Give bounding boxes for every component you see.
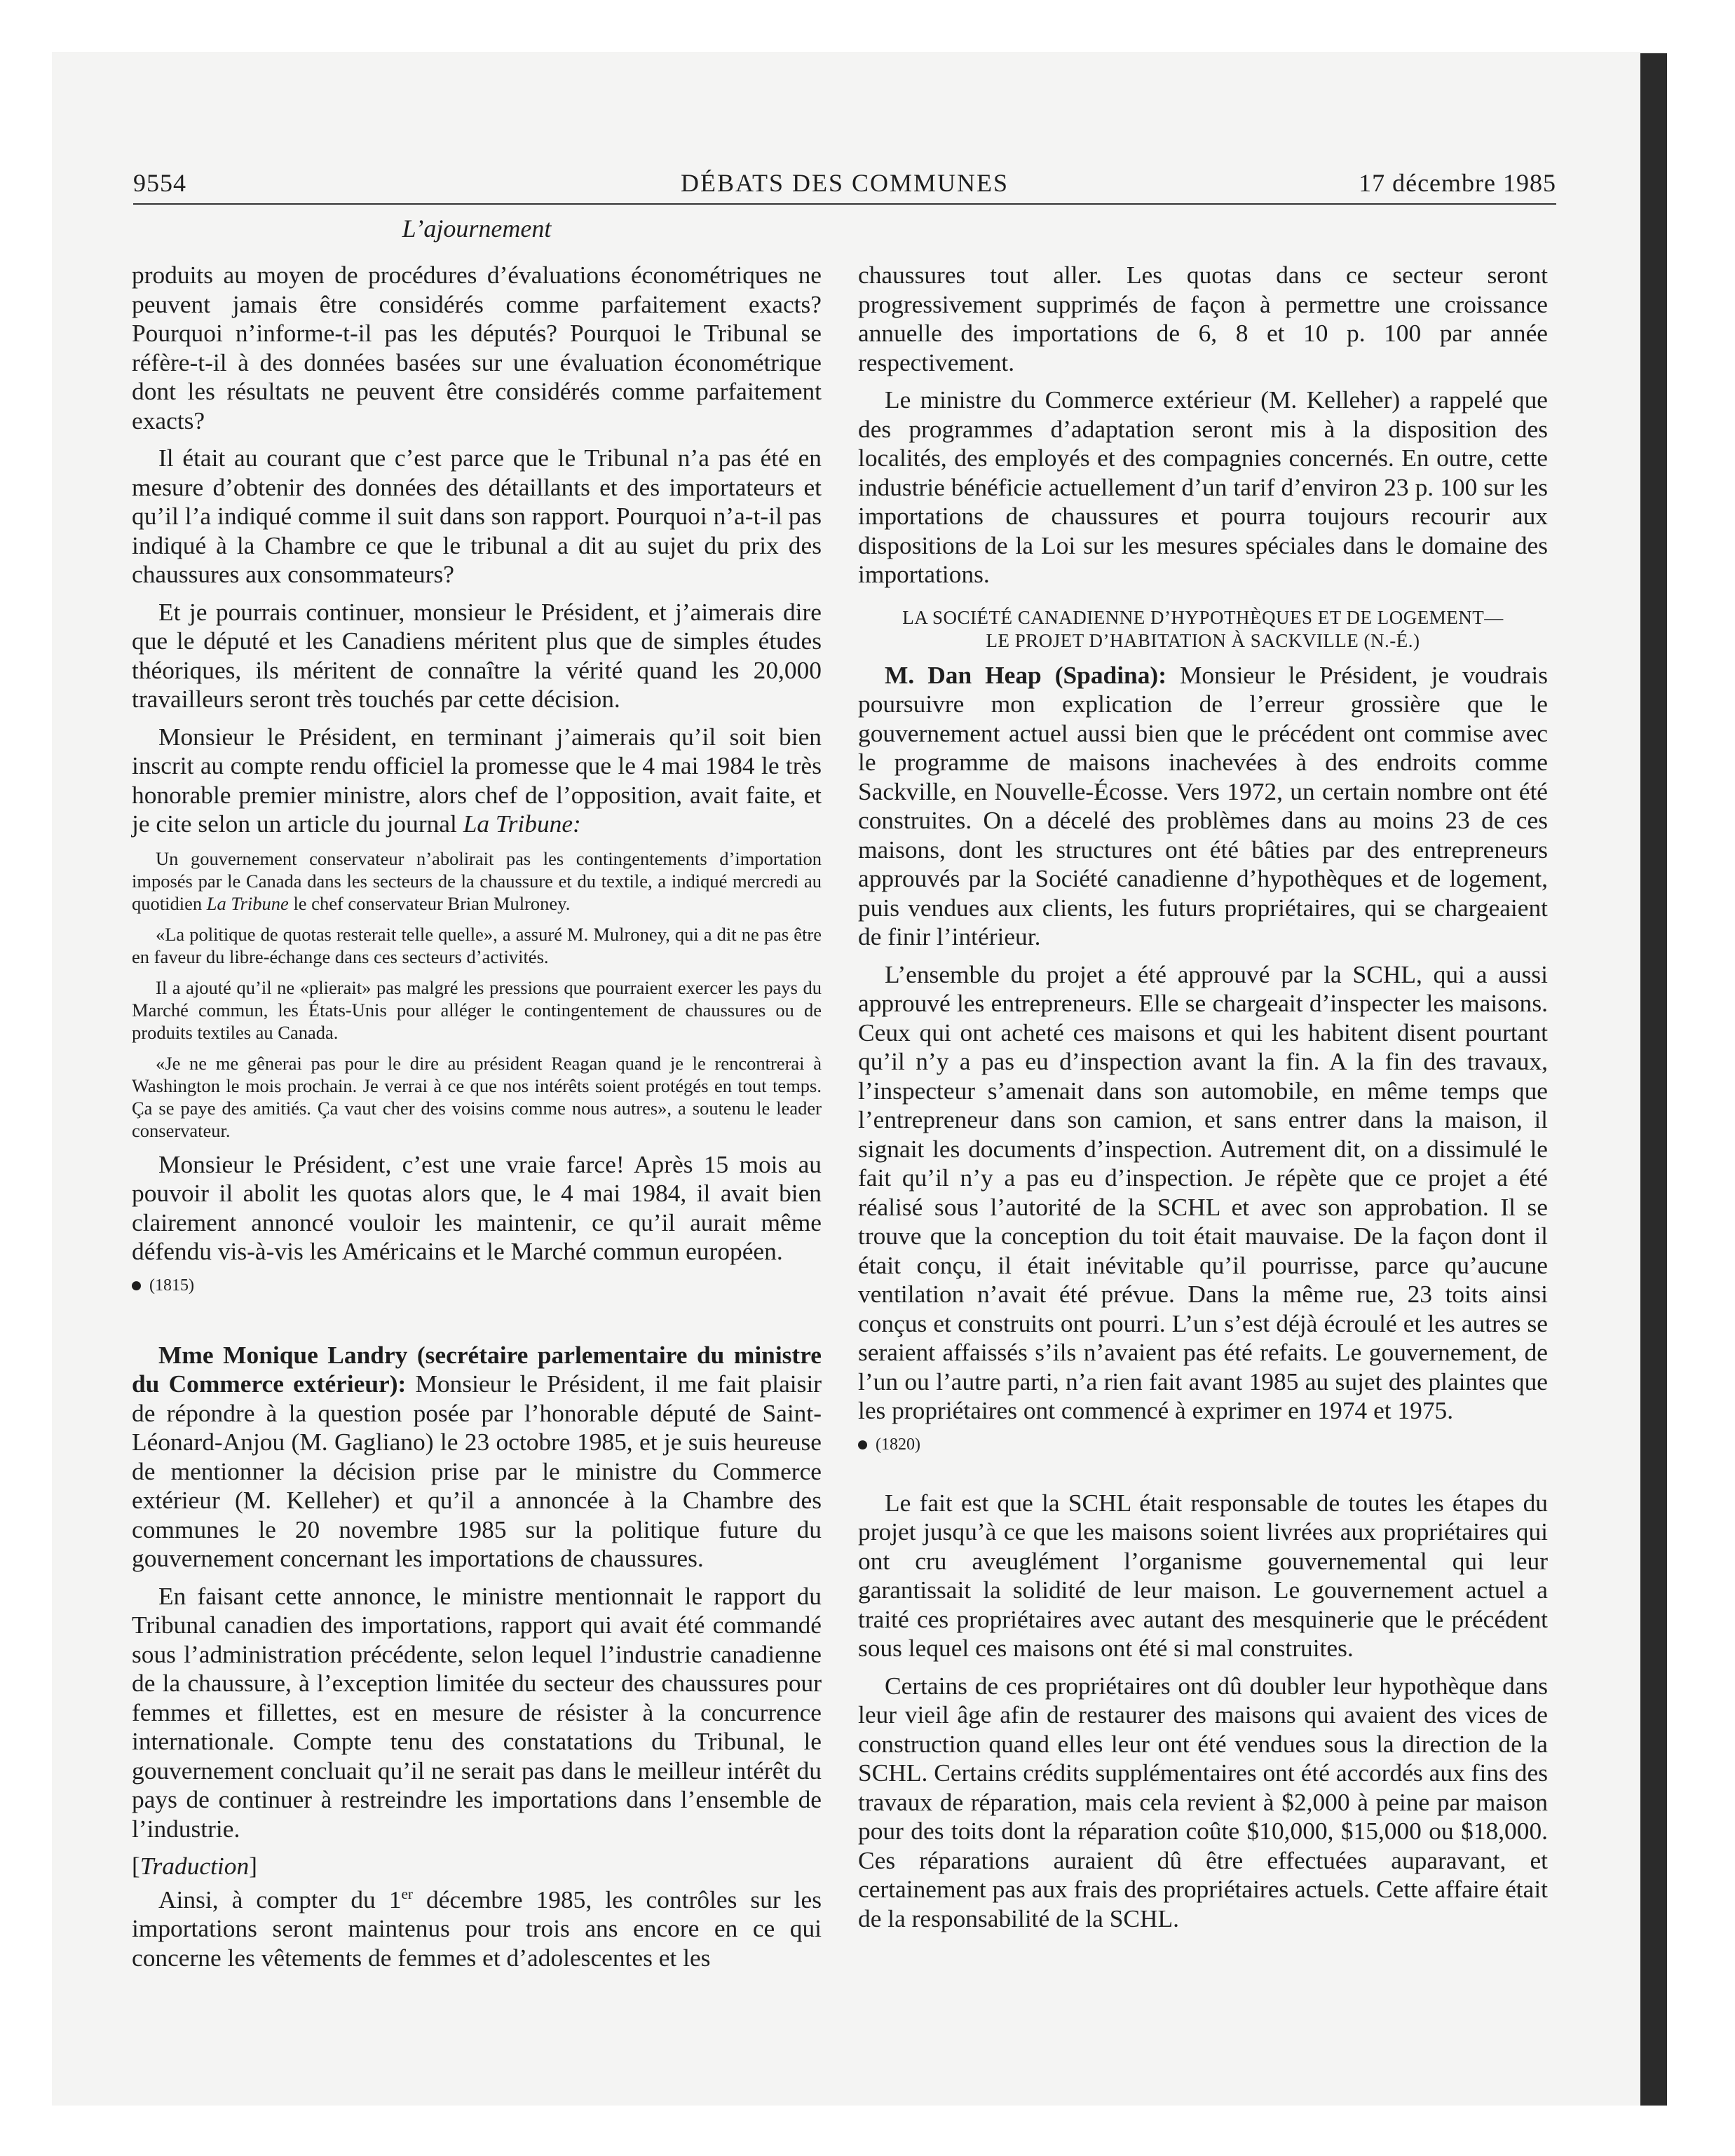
time-mark: [858, 1434, 1548, 1455]
page-date: 17 décembre 1985: [1359, 169, 1556, 197]
right-column: [858, 261, 1548, 1942]
paragraph: produits au moyen de procédures d’évaluations économétriques ne peuvent jamais être considérés comme parfaitement exacts? Pourquoi n’informe-t-il pas les députés? Pourquoi le Tribunal se réfère-t-il à des données basées sur une évaluation économétrique dont les résultats ne peuvent être considérés comme parfaitement exacts?: [132, 261, 822, 435]
paragraph: [132, 723, 822, 839]
time-mark: [132, 1275, 822, 1296]
paragraph: Et je pourrais continuer, monsieur le Président, et j’aimerais dire que le député et les Canadiens méritent plus que de simples études théoriques, ils méritent de connaître la vérité quand les 20,000 travailleurs seront très touchés par cette décision.: [132, 597, 822, 713]
quotation-text: Un gouvernement conservateur n’abolirait pas les contingentements d’importation imposés par le Canada dans les secteurs de la chaussure et du textile, a indiqué mercredi au quotidien: [132, 847, 822, 914]
quotation-text: le chef conservateur Brian Mulroney.: [288, 892, 571, 914]
paragraph-text: Monsieur le Président, en terminant j’aimerais qu’il soit bien inscrit au compte rendu officiel la promesse que le 4 mai 1984 le très honorable premier ministre, alors chef de l’opposition, avait faite, et je cite selon un article du journal: [132, 722, 822, 838]
translation-label: Traduction: [140, 1852, 250, 1880]
time-mark-label: (1815): [149, 1276, 194, 1295]
quotation: «Je ne me gênerai pas pour le dire au président Reagan quand je le rencontrerai à Washington le mois prochain. Je verrai à ce que nos intérêts soient protégés en tout temps. Ça se paye des amitiés. Ça vaut cher des voisins comme nous autres», a soutenu le leader conservateur.: [132, 1052, 822, 1141]
superscript: er: [401, 1885, 413, 1902]
speech-paragraph: [858, 661, 1548, 952]
quotation: «La politique de quotas resterait telle quelle», a assuré M. Mulroney, qui a dit ne pas être en faveur du libre-échange dans ces secteurs d’activités.: [132, 923, 822, 967]
journal-name: La Tribune: [206, 892, 289, 914]
speaker-name: Mme Monique Landry (secrétaire parlementaire du ministre du Commerce extérieur):: [132, 1340, 822, 1398]
paragraph: L’ensemble du projet a été approuvé par la SCHL, qui a aussi approuvé les entrepreneurs. Elle se chargeait d’inspecter les maisons. Ceux qui ont acheté ces maisons et qui les habitent disent pourtant qu’il n’y a pas eu d’inspection avant la fin. A la fin des travaux, l’inspecteur s’amenait dans son automobile, en même temps que l’entrepreneur dans son camion, et sans entrer dans la maison, il signait les documents d’inspection. Autrement dit, on a dissimulé le fait qu’il n’y a pas eu d’inspection. Je répète que ce projet a été réalisé sous l’autorité de la SCHL et avec son approbation. Il se trouve que la conception du toit était mauvaise. De la façon dont il était conçu, il était inévitable qu’il pourrisse, parce qu’aucune ventilation n’avait été prévue. Dans la même rue, 23 toits ainsi conçus et construits ont pourri. L’un s’est déjà écroulé et les autres se seraient affaissés s’ils n’avaient pas été refaits. Le gouvernement, de l’un ou l’autre parti, n’a rien fait avant 1985 au sujet des plaintes que les propriétaires ont commencé à exprimer en 1974 et 1975.: [858, 960, 1548, 1424]
debate-heading-line: LE PROJET D’HABITATION À SACKVILLE (N.-É.): [986, 629, 1420, 651]
paragraph: En faisant cette annonce, le ministre mentionnait le rapport du Tribunal canadien des importations, rapport qui avait été commandé sous l’administration précédente, selon lequel l’industrie canadienne de la chaussure, à l’exception limitée du secteur des chaussures pour femmes et fillettes, est en mesure de résister à la concurrence internationale. Compte tenu des constatations du Tribunal, le gouvernement concluait qu’il ne serait pas dans le meilleur intérêt du pays de continuer à restreindre les importations dans l’ensemble de l’industrie.: [132, 1581, 822, 1843]
section-heading: L’ajournement: [402, 214, 552, 243]
publication-title: DÉBATS DES COMMUNES: [680, 169, 1009, 197]
paragraph: chaussures tout aller. Les quotas dans ce secteur seront progressivement supprimés de façon à permettre une croissance annuelle des importations de 6, 8 et 10 p. 100 par année respectivement.: [858, 261, 1548, 376]
paragraph-text: Ainsi, à compter du 1: [158, 1885, 402, 1913]
paragraph: Le fait est que la SCHL était responsable de toutes les étapes du projet jusqu’à ce que les maisons soient livrées aux propriétaires qui ont cru aveuglément l’organisme gouvernemental qui leur garantissait la solidité de leur maison. Le gouvernement actuel a traité ces propriétaires avec autant des mesquinerie que le précédent sous lequel ces maisons ont été si mal construites.: [858, 1488, 1548, 1662]
bullet-dot-icon: [858, 1440, 867, 1449]
speech-text: Monsieur le Président, je voudrais poursuivre mon explication de l’erreur grossière que le gouvernement actuel aussi bien que le précédent ont commise avec le programme de maisons inachevées à des endroits comme Sackville, en Nouvelle-Écosse. Vers 1972, un certain nombre ont été construites. On a décelé des problèmes dans au moins 23 de ces maisons, dont les structures ont été bâties par des entrepreneurs approuvés par la Société canadienne d’hypothèques et de logement, puis vendues aux clients, les futurs propriétaires, qui se chargeaient de finir l’intérieur.: [858, 660, 1548, 950]
speaker-name: M. Dan Heap (Spadina):: [885, 660, 1166, 689]
left-column: [132, 261, 822, 1981]
paragraph: Certains de ces propriétaires ont dû doubler leur hypothèque dans leur vieil âge afin de restaurer des maisons qui avaient des vices de construction quand elles leur ont été vendues sous la direction de la SCHL. Certains crédits supplémentaires ont été accordés aux fins des travaux de réparation, mais cela revient à $2,000 à peine par maison pour des toits dont la réparation coûte $10,000, $15,000 ou $18,000. Ces réparations auraient dû être effectuées auparavant, et certainement pas aux frais des propriétaires actuels. Cette affaire était de la responsabilité de la SCHL.: [858, 1671, 1548, 1932]
speech-text: Monsieur le Président, il me fait plaisir de répondre à la question posée par l’honorable député de Saint-Léonard-Anjou (M. Gagliano) le 23 octobre 1985, et je suis heureuse de mentionner la décision prise par le ministre du Commerce extérieur (M. Kelleher) et qu’il a annoncée à la Chambre des communes le 20 novembre 1985 sur la politique future du gouvernement concernant les importations de chaussures.: [132, 1370, 822, 1572]
header-rule: [133, 203, 1556, 205]
paragraph-text: décembre 1985, les contrôles sur les importations seront maintenus pour trois ans encore en ce qui concerne les vêtements de femmes et d’adolescentes et les: [132, 1885, 822, 1972]
quotation: Il a ajouté qu’il ne «plierait» pas malgré les pressions que pourraient exercer les pays du Marché commun, les États-Unis pour alléger le contingentement de chaussures ou de produits textiles au Canada.: [132, 976, 822, 1043]
debate-heading: [858, 606, 1548, 653]
quotation: [132, 847, 822, 915]
translation-note: [Traduction]: [132, 1852, 257, 1880]
scan-edge-shadow: [1640, 53, 1667, 2106]
paragraph: Il était au courant que c’est parce que le Tribunal n’a pas été en mesure d’obtenir des données des détaillants et des importateurs et qu’il l’a indiqué comme il suit dans son rapport. Pourquoi n’a-t-il pas indiqué à la Chambre ce que le tribunal a dit au sujet du prix des chaussures aux consommateurs?: [132, 444, 822, 588]
running-head: [133, 168, 1556, 202]
page-number: 9554: [133, 169, 186, 197]
journal-name: La Tribune:: [463, 810, 581, 838]
paragraph: Le ministre du Commerce extérieur (M. Kelleher) a rappelé que des programmes d’adaptation seront mis à la disposition des localités, des employés et des compagnies concernés. En outre, cette industrie bénéficie actuellement d’un tarif d’environ 23 p. 100 sur les importations de chaussures et pourra toujours recourir aux dispositions de la Loi sur les mesures spéciales dans le domaine des importations.: [858, 386, 1548, 588]
speech-paragraph: [132, 1341, 822, 1574]
time-mark-label: (1820): [876, 1435, 920, 1454]
paragraph: [132, 1885, 822, 1973]
paragraph: Monsieur le Président, c’est une vraie farce! Après 15 mois au pouvoir il abolit les quotas alors que, le 4 mai 1984, il avait bien clairement annoncé vouloir les maintenir, ce qu’il aurait même défendu vis-à-vis les Américains et le Marché commun européen.: [132, 1149, 822, 1265]
debate-heading-line: LA SOCIÉTÉ CANADIENNE D’HYPOTHÈQUES ET DE LOGEMENT—: [902, 606, 1504, 628]
bullet-dot-icon: [132, 1281, 141, 1290]
